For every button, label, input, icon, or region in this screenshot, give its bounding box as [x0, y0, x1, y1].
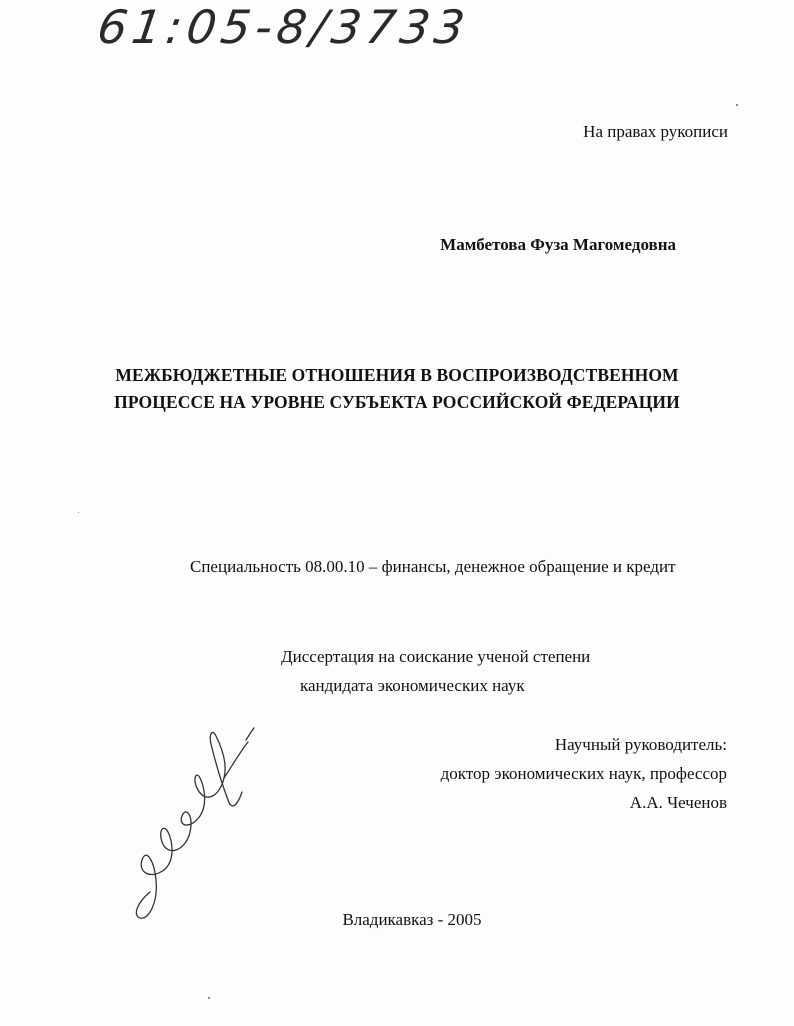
dissertation-title: [0, 362, 794, 416]
city-year: Владикавказ - 2005: [342, 910, 482, 929]
title-line-1: МЕЖБЮДЖЕТНЫЕ ОТНОШЕНИЯ В ВОСПРОИЗВОДСТВЕННОМ: [115, 365, 679, 385]
advisor-degree: доктор экономических наук, профессор: [440, 764, 727, 783]
title-line-2: ПРОЦЕССЕ НА УРОВНЕ СУБЪЕКТА РОССИЙСКОЙ ФЕДЕРАЦИИ: [114, 392, 680, 412]
paper-speck: [208, 997, 210, 999]
handwritten-archive-code: 61:05-8/3733: [94, 0, 473, 54]
advisor-name: А.А. Чеченов: [629, 793, 727, 812]
dissertation-degree-line-1: Диссертация на соискание ученой степени: [281, 647, 591, 666]
paper-speck: [78, 512, 79, 513]
advisor-title: Научный руководитель:: [554, 735, 727, 754]
paper-speck: [736, 104, 738, 106]
rights-note: На правах рукописи: [583, 122, 728, 141]
author-name: Мамбетова Фуза Магомедовна: [440, 235, 676, 254]
dissertation-degree-line-2: кандидата экономических наук: [300, 676, 525, 695]
signature-icon: [128, 720, 258, 920]
specialty-line: Специальность 08.00.10 – финансы, денежное обращение и кредит: [190, 557, 676, 576]
